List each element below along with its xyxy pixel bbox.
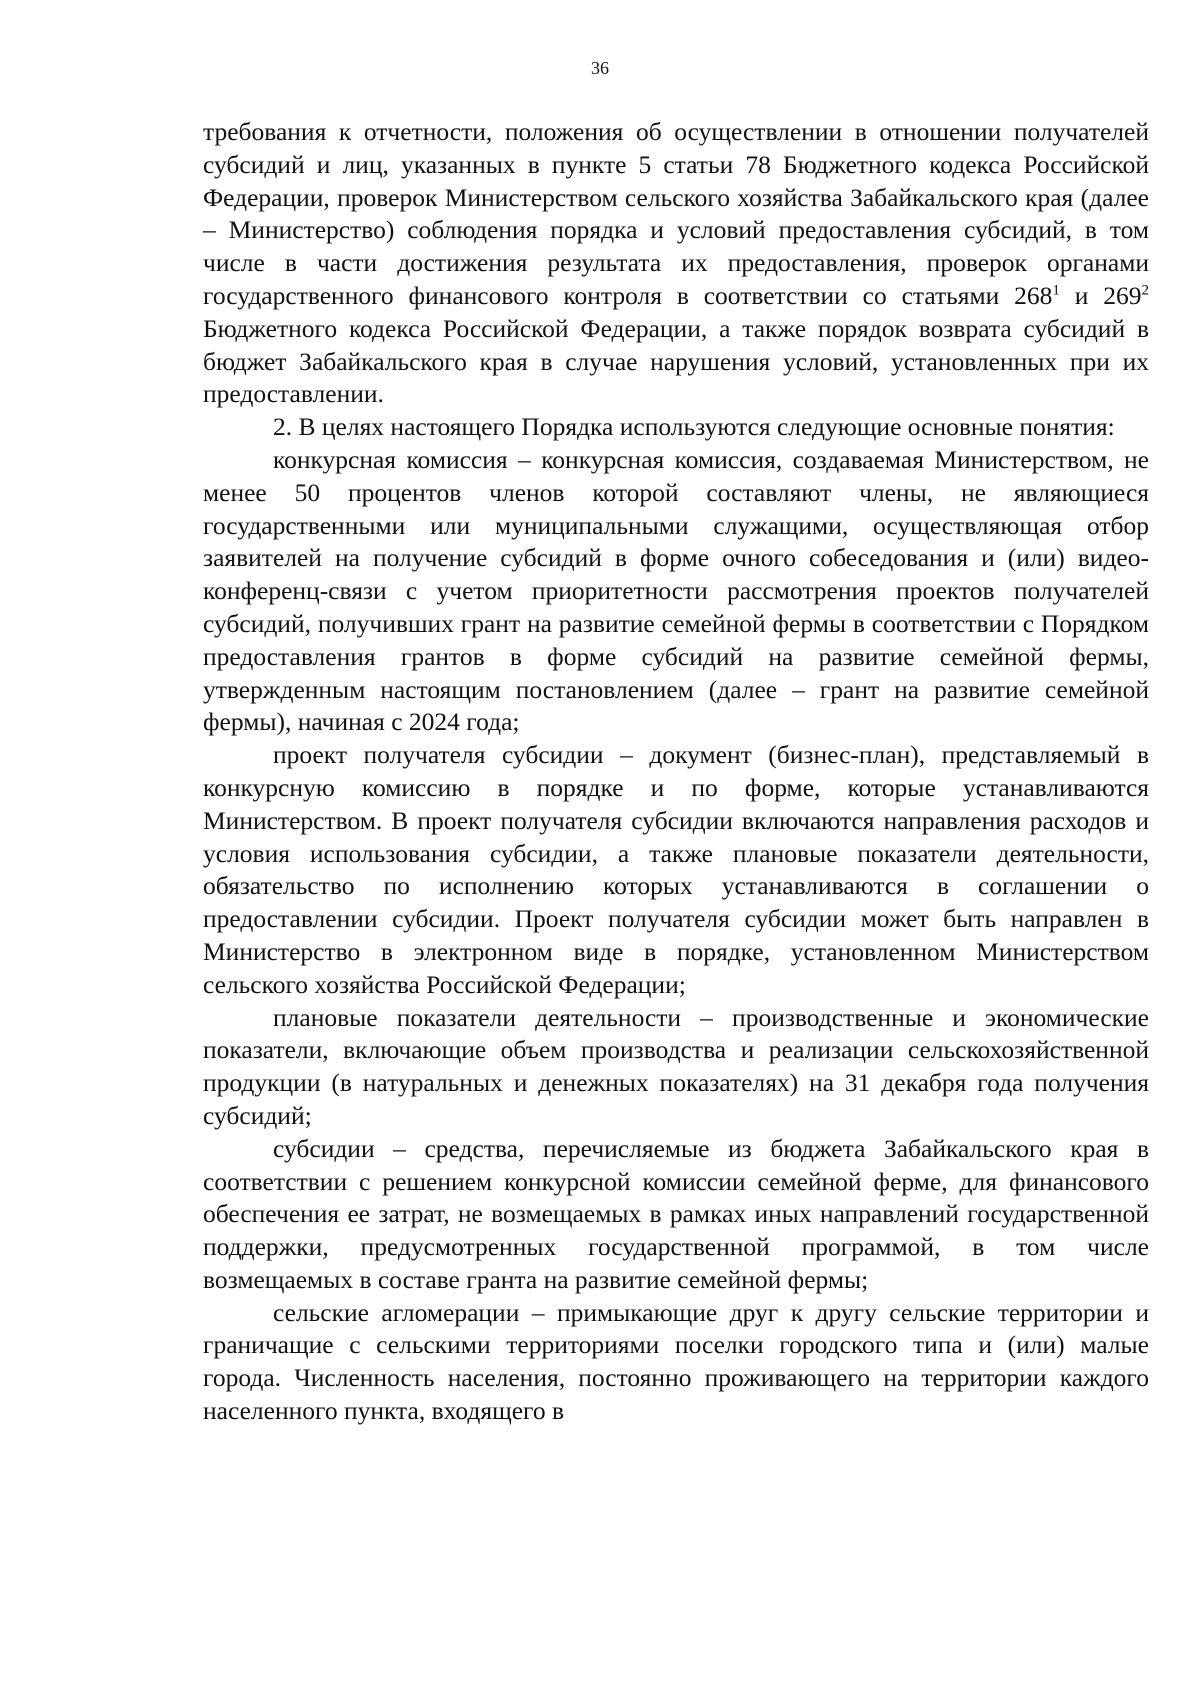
text-run: Бюджетного кодекса Российской Федерации, а также порядок возврата субсидий в бюджет Забайкальского края в случае нарушения условий, установленных при их предоставлении.: [203, 313, 1149, 409]
paragraph-4: [203, 739, 1149, 1001]
text-run: субсидии – средства, перечисляемые из бюджета Забайкальского края в соответствии с решением конкурсной комиссии семейной ферме, для финансового обеспечения ее затрат, не возмещаемых в рамках иных направлений государственной поддержки, предусмотренных государственной программой, в том числе возмещаемых в составе гранта на развитие семейной фермы;: [203, 1133, 1149, 1294]
paragraph-3: [203, 444, 1149, 739]
text-run: конкурсная комиссия – конкурсная комиссия, создаваемая Министерством, не менее 50 процентов членов которой составляют члены, не являющиеся государственными или муниципальными служащими, осуществляющая отбор заявителей на получение субсидий в форме очного собеседования и (или) видео-конференц-связи с учетом приоритетности рассмотрения проектов получателей субсидий, получивших грант на развитие семейной фермы в соответствии с Порядком предоставления грантов в форме субсидий на развитие семейной фермы, утвержденным настоящим постановлением (далее – грант на развитие семейной фермы), начиная с 2024 года;: [203, 444, 1149, 737]
paragraph-7: [203, 1297, 1149, 1428]
superscript: 2: [1141, 282, 1149, 299]
page-number: 36: [591, 58, 609, 78]
paragraph-1: [203, 116, 1149, 411]
text-run: 2. В целях настоящего Порядка используются следующие основные понятия:: [273, 412, 1115, 442]
text-run: и 269: [1059, 280, 1142, 310]
paragraph-6: [203, 1133, 1149, 1297]
superscript: 1: [1052, 282, 1060, 299]
text-run: сельские агломерации – примыкающие друг к другу сельские территории и граничащие с сельскими территориями поселки городского типа и (или) малые города. Численность населения, постоянно проживающего на территории каждого населенного пункта, входящего в: [203, 1297, 1149, 1426]
document-body: [203, 116, 1149, 1428]
paragraph-2: [203, 411, 1149, 444]
text-run: требования к отчетности, положения об осуществлении в отношении получателей субсидий и лиц, указанных в пункте 5 статьи 78 Бюджетного кодекса Российской Федерации, проверок Министерством сельского хозяйства Забайкальского края (далее – Министерство) соблюдения порядка и условий предоставления субсидий, в том числе в части достижения результата их предоставления, проверок органами государственного финансового контроля в соответствии со статьями 268: [203, 117, 1149, 310]
text-run: плановые показатели деятельности – производственные и экономические показатели, включающие объем производства и реализации сельскохозяйственной продукции (в натуральных и денежных показателях) на 31 декабря года получения субсидий;: [203, 1002, 1149, 1130]
paragraph-5: [203, 1002, 1149, 1133]
text-run: проект получателя субсидии – документ (бизнес-план), представляемый в конкурсную комиссию в порядке и по форме, которые устанавливаются Министерством. В проект получателя субсидии включаются направления расходов и условия использования субсидии, а также плановые показатели деятельности, обязательство по исполнению которых устанавливаются в соглашении о предоставлении субсидии. Проект получателя субсидии может быть направлен в Министерство в электронном виде в порядке, установленном Министерством сельского хозяйства Российской Федерации;: [203, 740, 1149, 999]
